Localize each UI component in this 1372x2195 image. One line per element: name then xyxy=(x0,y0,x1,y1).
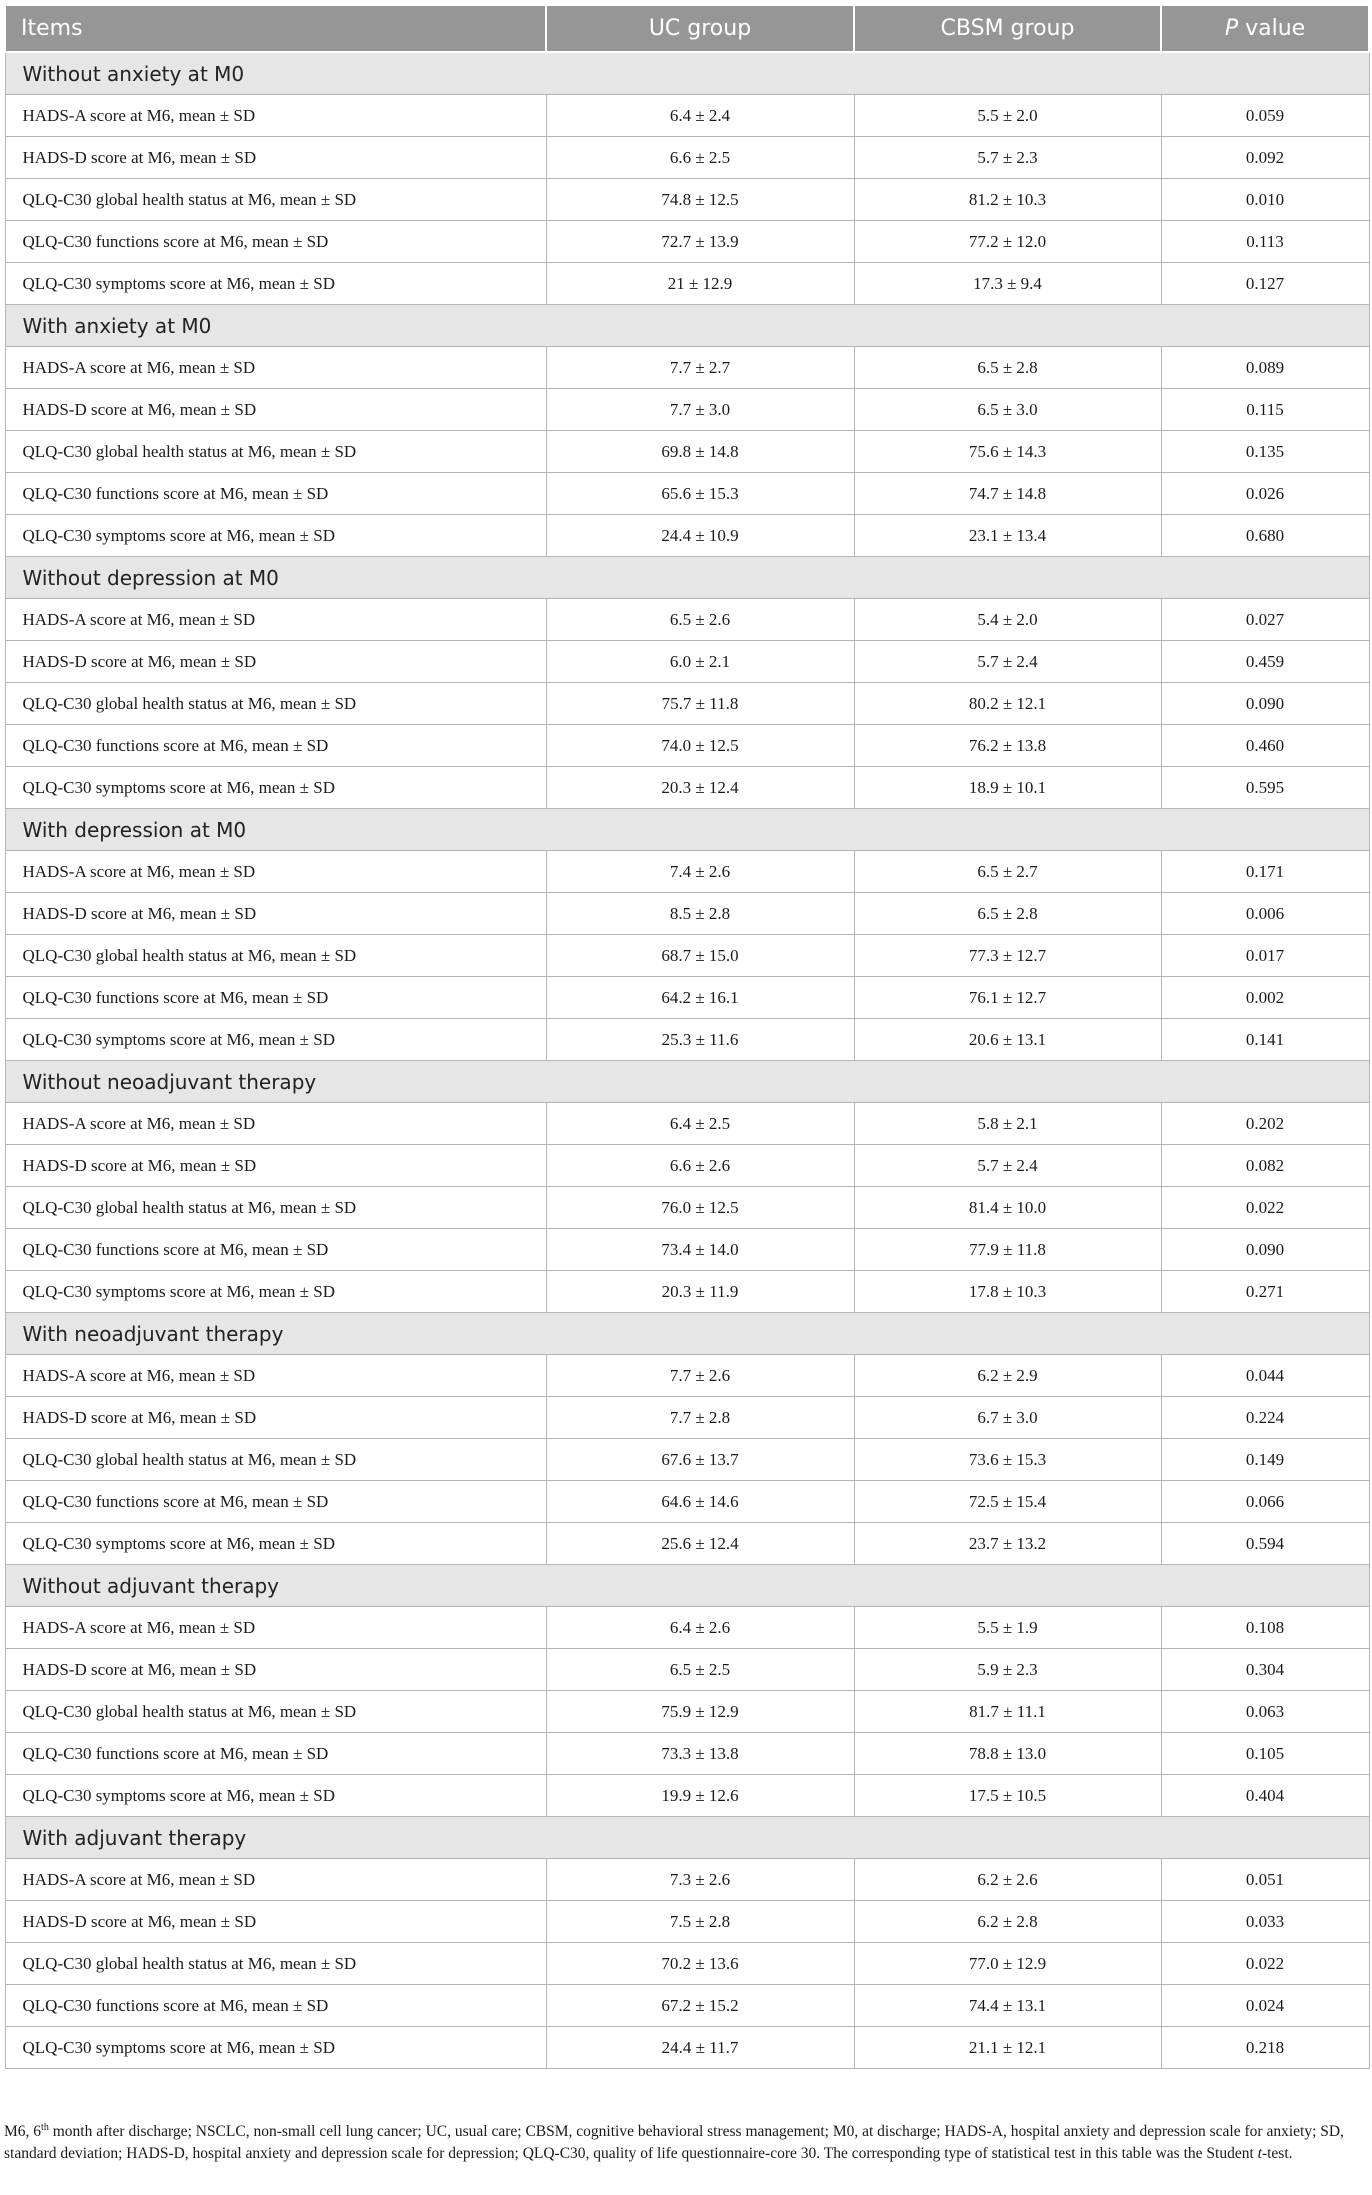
cbsm-value-cell: 72.5 ± 15.4 xyxy=(854,1481,1161,1523)
p-value-cell: 0.090 xyxy=(1161,1229,1369,1271)
footnote-italic-t: t xyxy=(1257,2145,1262,2162)
p-value-cell: 0.105 xyxy=(1161,1733,1369,1775)
cbsm-value-cell: 77.9 ± 11.8 xyxy=(854,1229,1161,1271)
item-cell: HADS-D score at M6, mean ± SD xyxy=(5,893,546,935)
p-value-cell: 0.044 xyxy=(1161,1355,1369,1397)
table-row xyxy=(5,1481,1369,1523)
item-cell: HADS-D score at M6, mean ± SD xyxy=(5,1901,546,1943)
p-value-cell: 0.108 xyxy=(1161,1607,1369,1649)
uc-value-cell: 6.0 ± 2.1 xyxy=(546,641,854,683)
cbsm-value-cell: 20.6 ± 13.1 xyxy=(854,1019,1161,1061)
uc-value-cell: 8.5 ± 2.8 xyxy=(546,893,854,935)
uc-value-cell: 20.3 ± 12.4 xyxy=(546,767,854,809)
cbsm-value-cell: 6.5 ± 2.8 xyxy=(854,347,1161,389)
uc-value-cell: 6.6 ± 2.6 xyxy=(546,1145,854,1187)
table-header xyxy=(5,5,1369,52)
item-cell: HADS-A score at M6, mean ± SD xyxy=(5,1859,546,1901)
uc-value-cell: 76.0 ± 12.5 xyxy=(546,1187,854,1229)
item-cell: QLQ-C30 global health status at M6, mean ± SD xyxy=(5,1187,546,1229)
cbsm-value-cell: 5.7 ± 2.3 xyxy=(854,137,1161,179)
item-cell: HADS-A score at M6, mean ± SD xyxy=(5,851,546,893)
cbsm-value-cell: 5.7 ± 2.4 xyxy=(854,641,1161,683)
cbsm-value-cell: 23.1 ± 13.4 xyxy=(854,515,1161,557)
item-cell: HADS-A score at M6, mean ± SD xyxy=(5,347,546,389)
p-value-cell: 0.595 xyxy=(1161,767,1369,809)
p-value-cell: 0.063 xyxy=(1161,1691,1369,1733)
p-value-cell: 0.022 xyxy=(1161,1187,1369,1229)
item-cell: QLQ-C30 symptoms score at M6, mean ± SD xyxy=(5,263,546,305)
uc-value-cell: 74.0 ± 12.5 xyxy=(546,725,854,767)
header-cbsm-group: CBSM group xyxy=(854,5,1161,52)
table-row xyxy=(5,1019,1369,1061)
uc-value-cell: 64.2 ± 16.1 xyxy=(546,977,854,1019)
uc-value-cell: 6.4 ± 2.4 xyxy=(546,95,854,137)
p-value-cell: 0.089 xyxy=(1161,347,1369,389)
uc-value-cell: 72.7 ± 13.9 xyxy=(546,221,854,263)
table-row xyxy=(5,263,1369,305)
p-value-cell: 0.090 xyxy=(1161,683,1369,725)
p-value-cell: 0.002 xyxy=(1161,977,1369,1019)
table-row xyxy=(5,347,1369,389)
cbsm-value-cell: 81.7 ± 11.1 xyxy=(854,1691,1161,1733)
item-cell: QLQ-C30 symptoms score at M6, mean ± SD xyxy=(5,1019,546,1061)
table-row xyxy=(5,1859,1369,1901)
section-title: Without anxiety at M0 xyxy=(5,52,1369,95)
cbsm-value-cell: 17.5 ± 10.5 xyxy=(854,1775,1161,1817)
table-row xyxy=(5,1271,1369,1313)
cbsm-value-cell: 18.9 ± 10.1 xyxy=(854,767,1161,809)
uc-value-cell: 6.5 ± 2.5 xyxy=(546,1649,854,1691)
table-row xyxy=(5,95,1369,137)
p-value-cell: 0.304 xyxy=(1161,1649,1369,1691)
section-row xyxy=(5,1565,1369,1607)
table-row xyxy=(5,1355,1369,1397)
table-row xyxy=(5,1649,1369,1691)
item-cell: QLQ-C30 functions score at M6, mean ± SD xyxy=(5,1229,546,1271)
header-items: Items xyxy=(5,5,546,52)
cbsm-value-cell: 75.6 ± 14.3 xyxy=(854,431,1161,473)
p-value-cell: 0.459 xyxy=(1161,641,1369,683)
item-cell: HADS-D score at M6, mean ± SD xyxy=(5,137,546,179)
table-row xyxy=(5,431,1369,473)
item-cell: HADS-A score at M6, mean ± SD xyxy=(5,1355,546,1397)
cbsm-value-cell: 5.7 ± 2.4 xyxy=(854,1145,1161,1187)
cbsm-value-cell: 77.3 ± 12.7 xyxy=(854,935,1161,977)
cbsm-value-cell: 5.4 ± 2.0 xyxy=(854,599,1161,641)
cbsm-value-cell: 5.5 ± 2.0 xyxy=(854,95,1161,137)
cbsm-value-cell: 74.7 ± 14.8 xyxy=(854,473,1161,515)
table-row xyxy=(5,515,1369,557)
section-row xyxy=(5,557,1369,599)
footnote-body: month after discharge; NSCLC, non-small cell lung cancer; UC, usual care; CBSM, cognitive behavioral stress management; M0, at discharge; HADS-A, hospital anxiety and depression scale for anxiety; SD, standard deviation; HADS-D, hospital anxiety and depression scale for depression; QLQ-C30, quality of life questionnaire-core 30. The corresponding type of statistical test in this table was the Student xyxy=(4,2123,1344,2162)
cbsm-value-cell: 6.5 ± 2.8 xyxy=(854,893,1161,935)
cbsm-value-cell: 5.9 ± 2.3 xyxy=(854,1649,1161,1691)
uc-value-cell: 75.7 ± 11.8 xyxy=(546,683,854,725)
p-value-cell: 0.082 xyxy=(1161,1145,1369,1187)
cbsm-value-cell: 5.8 ± 2.1 xyxy=(854,1103,1161,1145)
p-value-cell: 0.135 xyxy=(1161,431,1369,473)
p-value-cell: 0.026 xyxy=(1161,473,1369,515)
item-cell: HADS-D score at M6, mean ± SD xyxy=(5,1649,546,1691)
p-value-cell: 0.115 xyxy=(1161,389,1369,431)
table-row xyxy=(5,599,1369,641)
uc-value-cell: 24.4 ± 10.9 xyxy=(546,515,854,557)
uc-value-cell: 20.3 ± 11.9 xyxy=(546,1271,854,1313)
table-row xyxy=(5,1103,1369,1145)
uc-value-cell: 67.2 ± 15.2 xyxy=(546,1985,854,2027)
section-row xyxy=(5,1061,1369,1103)
uc-value-cell: 70.2 ± 13.6 xyxy=(546,1943,854,1985)
table-row xyxy=(5,935,1369,977)
p-value-cell: 0.271 xyxy=(1161,1271,1369,1313)
p-value-cell: 0.022 xyxy=(1161,1943,1369,1985)
cbsm-value-cell: 76.2 ± 13.8 xyxy=(854,725,1161,767)
table-row xyxy=(5,473,1369,515)
p-value-cell: 0.006 xyxy=(1161,893,1369,935)
item-cell: QLQ-C30 global health status at M6, mean ± SD xyxy=(5,1439,546,1481)
p-value-cell: 0.404 xyxy=(1161,1775,1369,1817)
cbsm-value-cell: 6.5 ± 3.0 xyxy=(854,389,1161,431)
table-row xyxy=(5,1775,1369,1817)
uc-value-cell: 7.5 ± 2.8 xyxy=(546,1901,854,1943)
p-value-cell: 0.024 xyxy=(1161,1985,1369,2027)
uc-value-cell: 74.8 ± 12.5 xyxy=(546,179,854,221)
item-cell: HADS-A score at M6, mean ± SD xyxy=(5,95,546,137)
uc-value-cell: 73.3 ± 13.8 xyxy=(546,1733,854,1775)
table-row xyxy=(5,1943,1369,1985)
uc-value-cell: 67.6 ± 13.7 xyxy=(546,1439,854,1481)
p-value-cell: 0.218 xyxy=(1161,2027,1369,2069)
item-cell: HADS-D score at M6, mean ± SD xyxy=(5,389,546,431)
item-cell: QLQ-C30 global health status at M6, mean ± SD xyxy=(5,683,546,725)
item-cell: QLQ-C30 global health status at M6, mean ± SD xyxy=(5,1943,546,1985)
table-row xyxy=(5,1187,1369,1229)
table-row xyxy=(5,1691,1369,1733)
uc-value-cell: 68.7 ± 15.0 xyxy=(546,935,854,977)
p-value-cell: 0.594 xyxy=(1161,1523,1369,1565)
table-body xyxy=(5,52,1369,2069)
item-cell: QLQ-C30 functions score at M6, mean ± SD xyxy=(5,1985,546,2027)
item-cell: QLQ-C30 functions score at M6, mean ± SD xyxy=(5,473,546,515)
p-value-cell: 0.113 xyxy=(1161,221,1369,263)
uc-value-cell: 6.4 ± 2.5 xyxy=(546,1103,854,1145)
cbsm-value-cell: 81.4 ± 10.0 xyxy=(854,1187,1161,1229)
item-cell: QLQ-C30 functions score at M6, mean ± SD xyxy=(5,977,546,1019)
section-row xyxy=(5,52,1369,95)
item-cell: QLQ-C30 symptoms score at M6, mean ± SD xyxy=(5,515,546,557)
footnote-start: M6, 6 xyxy=(4,2123,42,2140)
table-row xyxy=(5,1523,1369,1565)
section-title: With depression at M0 xyxy=(5,809,1369,851)
item-cell: QLQ-C30 symptoms score at M6, mean ± SD xyxy=(5,1775,546,1817)
uc-value-cell: 25.6 ± 12.4 xyxy=(546,1523,854,1565)
item-cell: HADS-D score at M6, mean ± SD xyxy=(5,1397,546,1439)
cbsm-value-cell: 21.1 ± 12.1 xyxy=(854,2027,1161,2069)
table-row xyxy=(5,1229,1369,1271)
footnote-superscript: th xyxy=(41,2121,49,2133)
footnote-end: -test. xyxy=(1261,2145,1293,2162)
p-value-cell: 0.066 xyxy=(1161,1481,1369,1523)
cbsm-value-cell: 81.2 ± 10.3 xyxy=(854,179,1161,221)
uc-value-cell: 73.4 ± 14.0 xyxy=(546,1229,854,1271)
table-row xyxy=(5,1985,1369,2027)
table-row xyxy=(5,179,1369,221)
p-value-cell: 0.059 xyxy=(1161,95,1369,137)
table-row xyxy=(5,641,1369,683)
table-row xyxy=(5,1901,1369,1943)
table-row xyxy=(5,893,1369,935)
uc-value-cell: 75.9 ± 12.9 xyxy=(546,1691,854,1733)
cbsm-value-cell: 17.3 ± 9.4 xyxy=(854,263,1161,305)
table-row xyxy=(5,1439,1369,1481)
header-p-letter: P xyxy=(1224,16,1239,41)
uc-value-cell: 7.3 ± 2.6 xyxy=(546,1859,854,1901)
uc-value-cell: 7.7 ± 3.0 xyxy=(546,389,854,431)
table-row xyxy=(5,851,1369,893)
item-cell: HADS-D score at M6, mean ± SD xyxy=(5,1145,546,1187)
uc-value-cell: 25.3 ± 11.6 xyxy=(546,1019,854,1061)
cbsm-value-cell: 80.2 ± 12.1 xyxy=(854,683,1161,725)
cbsm-value-cell: 6.2 ± 2.9 xyxy=(854,1355,1161,1397)
p-value-cell: 0.051 xyxy=(1161,1859,1369,1901)
cbsm-value-cell: 73.6 ± 15.3 xyxy=(854,1439,1161,1481)
p-value-cell: 0.010 xyxy=(1161,179,1369,221)
table-row xyxy=(5,725,1369,767)
p-value-cell: 0.149 xyxy=(1161,1439,1369,1481)
section-title: With neoadjuvant therapy xyxy=(5,1313,1369,1355)
item-cell: QLQ-C30 global health status at M6, mean ± SD xyxy=(5,935,546,977)
cbsm-value-cell: 17.8 ± 10.3 xyxy=(854,1271,1161,1313)
p-value-cell: 0.017 xyxy=(1161,935,1369,977)
cbsm-value-cell: 77.2 ± 12.0 xyxy=(854,221,1161,263)
item-cell: QLQ-C30 functions score at M6, mean ± SD xyxy=(5,221,546,263)
uc-value-cell: 6.6 ± 2.5 xyxy=(546,137,854,179)
uc-value-cell: 6.4 ± 2.6 xyxy=(546,1607,854,1649)
item-cell: HADS-D score at M6, mean ± SD xyxy=(5,641,546,683)
header-p-word: value xyxy=(1238,16,1306,41)
item-cell: QLQ-C30 symptoms score at M6, mean ± SD xyxy=(5,1271,546,1313)
table-row xyxy=(5,137,1369,179)
section-title: Without neoadjuvant therapy xyxy=(5,1061,1369,1103)
uc-value-cell: 21 ± 12.9 xyxy=(546,263,854,305)
uc-value-cell: 69.8 ± 14.8 xyxy=(546,431,854,473)
item-cell: QLQ-C30 symptoms score at M6, mean ± SD xyxy=(5,2027,546,2069)
uc-value-cell: 65.6 ± 15.3 xyxy=(546,473,854,515)
section-row xyxy=(5,1817,1369,1859)
table-row xyxy=(5,2027,1369,2069)
p-value-cell: 0.092 xyxy=(1161,137,1369,179)
uc-value-cell: 24.4 ± 11.7 xyxy=(546,2027,854,2069)
p-value-cell: 0.171 xyxy=(1161,851,1369,893)
item-cell: QLQ-C30 functions score at M6, mean ± SD xyxy=(5,1733,546,1775)
item-cell: HADS-A score at M6, mean ± SD xyxy=(5,1607,546,1649)
uc-value-cell: 19.9 ± 12.6 xyxy=(546,1775,854,1817)
item-cell: QLQ-C30 symptoms score at M6, mean ± SD xyxy=(5,767,546,809)
item-cell: QLQ-C30 symptoms score at M6, mean ± SD xyxy=(5,1523,546,1565)
header-p-value xyxy=(1161,5,1369,52)
header-uc-group: UC group xyxy=(546,5,854,52)
cbsm-value-cell: 6.2 ± 2.6 xyxy=(854,1859,1161,1901)
results-table xyxy=(4,4,1370,2069)
table-row xyxy=(5,977,1369,1019)
p-value-cell: 0.027 xyxy=(1161,599,1369,641)
uc-value-cell: 7.7 ± 2.6 xyxy=(546,1355,854,1397)
table-row xyxy=(5,767,1369,809)
cbsm-value-cell: 77.0 ± 12.9 xyxy=(854,1943,1161,1985)
uc-value-cell: 7.7 ± 2.8 xyxy=(546,1397,854,1439)
uc-value-cell: 7.7 ± 2.7 xyxy=(546,347,854,389)
item-cell: HADS-A score at M6, mean ± SD xyxy=(5,1103,546,1145)
table-footnote xyxy=(4,2121,1366,2165)
section-row xyxy=(5,809,1369,851)
table-row xyxy=(5,1397,1369,1439)
cbsm-value-cell: 5.5 ± 1.9 xyxy=(854,1607,1161,1649)
table-row xyxy=(5,1145,1369,1187)
section-row xyxy=(5,1313,1369,1355)
table-row xyxy=(5,1607,1369,1649)
results-table-container xyxy=(4,4,1368,2069)
section-title: With adjuvant therapy xyxy=(5,1817,1369,1859)
p-value-cell: 0.224 xyxy=(1161,1397,1369,1439)
item-cell: QLQ-C30 global health status at M6, mean ± SD xyxy=(5,431,546,473)
p-value-cell: 0.202 xyxy=(1161,1103,1369,1145)
p-value-cell: 0.680 xyxy=(1161,515,1369,557)
section-title: Without depression at M0 xyxy=(5,557,1369,599)
p-value-cell: 0.127 xyxy=(1161,263,1369,305)
cbsm-value-cell: 74.4 ± 13.1 xyxy=(854,1985,1161,2027)
table-row xyxy=(5,1733,1369,1775)
p-value-cell: 0.141 xyxy=(1161,1019,1369,1061)
uc-value-cell: 7.4 ± 2.6 xyxy=(546,851,854,893)
item-cell: QLQ-C30 global health status at M6, mean ± SD xyxy=(5,1691,546,1733)
item-cell: QLQ-C30 global health status at M6, mean ± SD xyxy=(5,179,546,221)
cbsm-value-cell: 6.5 ± 2.7 xyxy=(854,851,1161,893)
table-row xyxy=(5,221,1369,263)
item-cell: QLQ-C30 functions score at M6, mean ± SD xyxy=(5,1481,546,1523)
cbsm-value-cell: 23.7 ± 13.2 xyxy=(854,1523,1161,1565)
section-row xyxy=(5,305,1369,347)
p-value-cell: 0.460 xyxy=(1161,725,1369,767)
cbsm-value-cell: 6.2 ± 2.8 xyxy=(854,1901,1161,1943)
p-value-cell: 0.033 xyxy=(1161,1901,1369,1943)
item-cell: HADS-A score at M6, mean ± SD xyxy=(5,599,546,641)
cbsm-value-cell: 76.1 ± 12.7 xyxy=(854,977,1161,1019)
table-row xyxy=(5,389,1369,431)
item-cell: QLQ-C30 functions score at M6, mean ± SD xyxy=(5,725,546,767)
cbsm-value-cell: 78.8 ± 13.0 xyxy=(854,1733,1161,1775)
uc-value-cell: 6.5 ± 2.6 xyxy=(546,599,854,641)
section-title: Without adjuvant therapy xyxy=(5,1565,1369,1607)
uc-value-cell: 64.6 ± 14.6 xyxy=(546,1481,854,1523)
cbsm-value-cell: 6.7 ± 3.0 xyxy=(854,1397,1161,1439)
header-row xyxy=(5,5,1369,52)
table-row xyxy=(5,683,1369,725)
section-title: With anxiety at M0 xyxy=(5,305,1369,347)
